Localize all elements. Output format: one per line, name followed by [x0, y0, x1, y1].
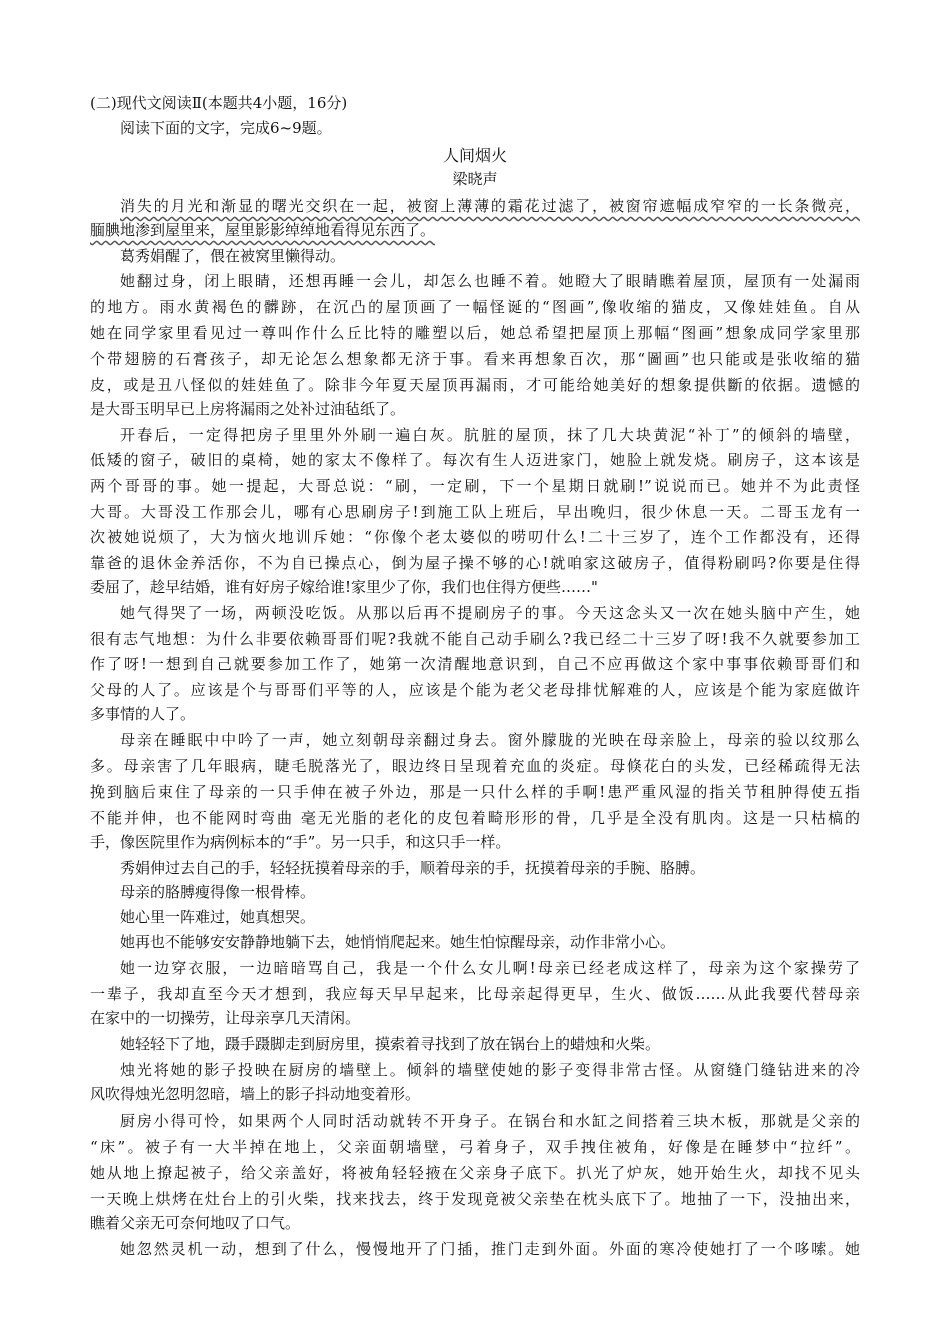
body-line: 次被她说烦了，大为恼火地训斥她：“你像个老太婆似的唠叨什么!二十三岁了，连个工作都没有，还得	[90, 528, 860, 546]
body-line: 腼腆地渗到屋里来，屋里影影绰绰地看得见东西了。	[90, 221, 436, 239]
body-line: 不能并伸，也不能网时弯曲 毫无光脂的老化的皮包着畸形形的骨，几乎是全没有肌肉。这是一只枯槁的	[90, 809, 860, 827]
body-line: 一辈子，我却直至今天才想到，我应每天早早起来，比母亲起得更早，生火、做饭……从此我要代替母亲	[90, 985, 860, 1003]
body-line: 靠爸的退休金养活你，不为自已操点心，倒为屋子操不够的心!就咱家这破房子，值得粉刷吗?你要是住得	[90, 554, 860, 572]
body-line: 她翻过身，闭上眼睛，还想再睡一会儿，却怎么也睡不着。她瞪大了眼睛瞧着屋顶，屋顶有一处漏雨	[120, 272, 860, 290]
body-line: 开春后，一定得把房子里里外外刷一遍白灰。肮脏的屋顶，抹了几大块黄泥“补丁”的倾斜的墙壁，	[120, 426, 860, 444]
body-line: 低矮的窗子，破旧的桌椅，她的家太不像样了。每次有生人迈进家门，她脸上就发烧。刷房子，这本该是	[90, 451, 860, 469]
body-line: 她忽然灵机一动，想到了什么，慢慢地开了门插，推门走到外面。外面的寒冷使她打了一个哆嗦。她	[120, 1240, 860, 1258]
body-line: 在家中的一切操劳，让母亲享几天清闲。	[90, 1009, 361, 1027]
body-line: 她气得哭了一场，两顿没吃饭。从那以后再不提刷房子的事。今天这念头又一次在她头脑中产生，她	[120, 604, 860, 622]
body-line: 皮，或是丑八怪似的娃娃鱼了。除非今年夏天屋顶再漏雨，才可能给她美好的想象提供斷的依据。遗憾的	[90, 376, 860, 394]
body-line: 风吹得烛光忽明忽暗，墙上的影子抖动地变着形。	[90, 1085, 421, 1103]
body-line: 她轻轻下了地，蹑手蹑脚走到厨房里，摸索着寻找到了放在锅台上的蜡烛和火柴。	[120, 1035, 661, 1053]
body-line: 很有志气地想：为什么非要依赖哥哥们呢?我就不能自己动手刷么?我已经二十三岁了呀!我不久就要参加工	[90, 630, 860, 648]
body-line: 大哥。大哥没工作那会儿，哪有心思刷房子!到施工队上班后，早出晚归，很少休息一天。二哥玉龙有一	[90, 503, 860, 521]
body-line: 是大哥玉明早已上房将漏雨之处补过油毡纸了。	[90, 400, 406, 418]
body-line: 多。母亲害了几年眼病，睫毛脱落光了，眼边终日呈现着充血的炎症。母倏花白的头发，已经稀疏得无法	[90, 757, 860, 775]
body-line: 父母的人了。应该是个与哥哥们平等的人，应该是个能为老父老母排忧解难的人，应该是个能为家庭做许	[90, 681, 860, 699]
section-header: (二)现代文阅读Ⅱ(本题共4小题，16分)	[90, 94, 348, 112]
body-line: 手，像医院里作为病例标本的“手”。另一只手，和这只手一样。	[90, 833, 511, 851]
body-line: 母亲在睡眠中中吟了一声，她立刻朝母亲翻过身去。窗外朦胧的光映在母亲脸上，母亲的验以纹那么	[120, 731, 860, 749]
body-line: 烛光将她的影子投映在厨房的墙壁上。倾斜的墙壁使她的影子变得非常古怪。从窗缝门缝钻进来的冷	[120, 1061, 860, 1079]
body-line: 她在同学家里看见过一尊叫作什么丘比特的雕塑以后，她总希望把屋顶上那幅“图画”想象成同学家里那	[90, 324, 860, 342]
instruction-text: 阅读下面的文字，完成6~9题。	[120, 119, 332, 137]
article-title: 人间烟火	[442, 146, 507, 165]
body-line: 个带翅膀的石膏孩子，却无论怎么想象都无济于事。看来再想象百次，那“圖画”也只能或是张收缩的猫	[90, 350, 860, 368]
body-line: 两个哥哥的事。她一提起，大哥总说：“刷，一定刷，下一个星期日就刷!”说说而已。她并不为此责怪	[90, 477, 860, 495]
body-line: 她再也不能够安安静静地躺下去，她悄悄爬起来。她生怕惊醒母亲，动作非常小心。	[120, 933, 676, 951]
body-line: “床”。被子有一大半掉在地上，父亲面朝墙壁，弓着身子，双手拽住被角，好像是在睡梦中“拉纤”。	[90, 1138, 860, 1156]
body-line: 一天晚上烘烤在灶台上的引火柴，找来找去，终于发现竟被父亲垫在枕头底下了。地抽了一下，没抽出来，	[90, 1190, 860, 1208]
body-line: 委屈了，趁早结婚，谁有好房子嫁给谁!家里少了你，我们也住得方便些……"	[90, 578, 598, 596]
body-line: 挽到脑后束住了母亲的一只手伸在被子外边，那是一只什么样的手啊!患严重风湿的指关节租肿得使五指	[90, 783, 860, 801]
body-line: 消失的月光和渐显的曙光交织在一起，被窗上薄薄的霜花过滤了，被窗帘遮幅成窄窄的一长条微亮，	[120, 197, 860, 215]
body-line: 的地方。雨水黄褐色的髒跡，在沉凸的屋顶画了一幅怪诞的“图画”,像收缩的猫皮，又像娃娃鱼。自从	[90, 298, 860, 316]
body-line: 她一边穿衣服，一边暗暗骂自己，我是一个什么女儿啊!母亲已经老成这样了，母亲为这个家操劳了	[120, 959, 860, 977]
body-line: 母亲的胳膊瘦得像一根骨棒。	[120, 883, 316, 901]
body-line: 作了呀!一想到自己就要参加工作了，她第一次清醒地意识到，自己不应再做这个家中事事依赖哥哥们和	[90, 655, 860, 673]
body-line: 葛秀娟醒了，偎在被窝里懒得动。	[120, 247, 346, 265]
body-line: 多事情的人了。	[90, 705, 196, 723]
body-line: 她心里一阵难过，她真想哭。	[120, 908, 316, 926]
body-line: 瞧着父亲无可奈何地叹了口气。	[90, 1214, 301, 1232]
article-author: 梁晓声	[452, 170, 498, 188]
body-line: 她从地上撩起被子，给父亲盖好，将被角轻轻掖在父亲身子底下。扒光了炉灰，她开始生火，却找不见头	[90, 1164, 860, 1182]
body-line: 厨房小得可怜，如果两个人同时活动就转不开身子。在锅台和水缸之间搭着三块木板，那就是父亲的	[120, 1112, 860, 1130]
body-line: 秀娟伸过去自己的手，轻轻抚摸着母亲的手，顺着母亲的手，抚摸着母亲的手腕、胳膊。	[120, 859, 706, 877]
